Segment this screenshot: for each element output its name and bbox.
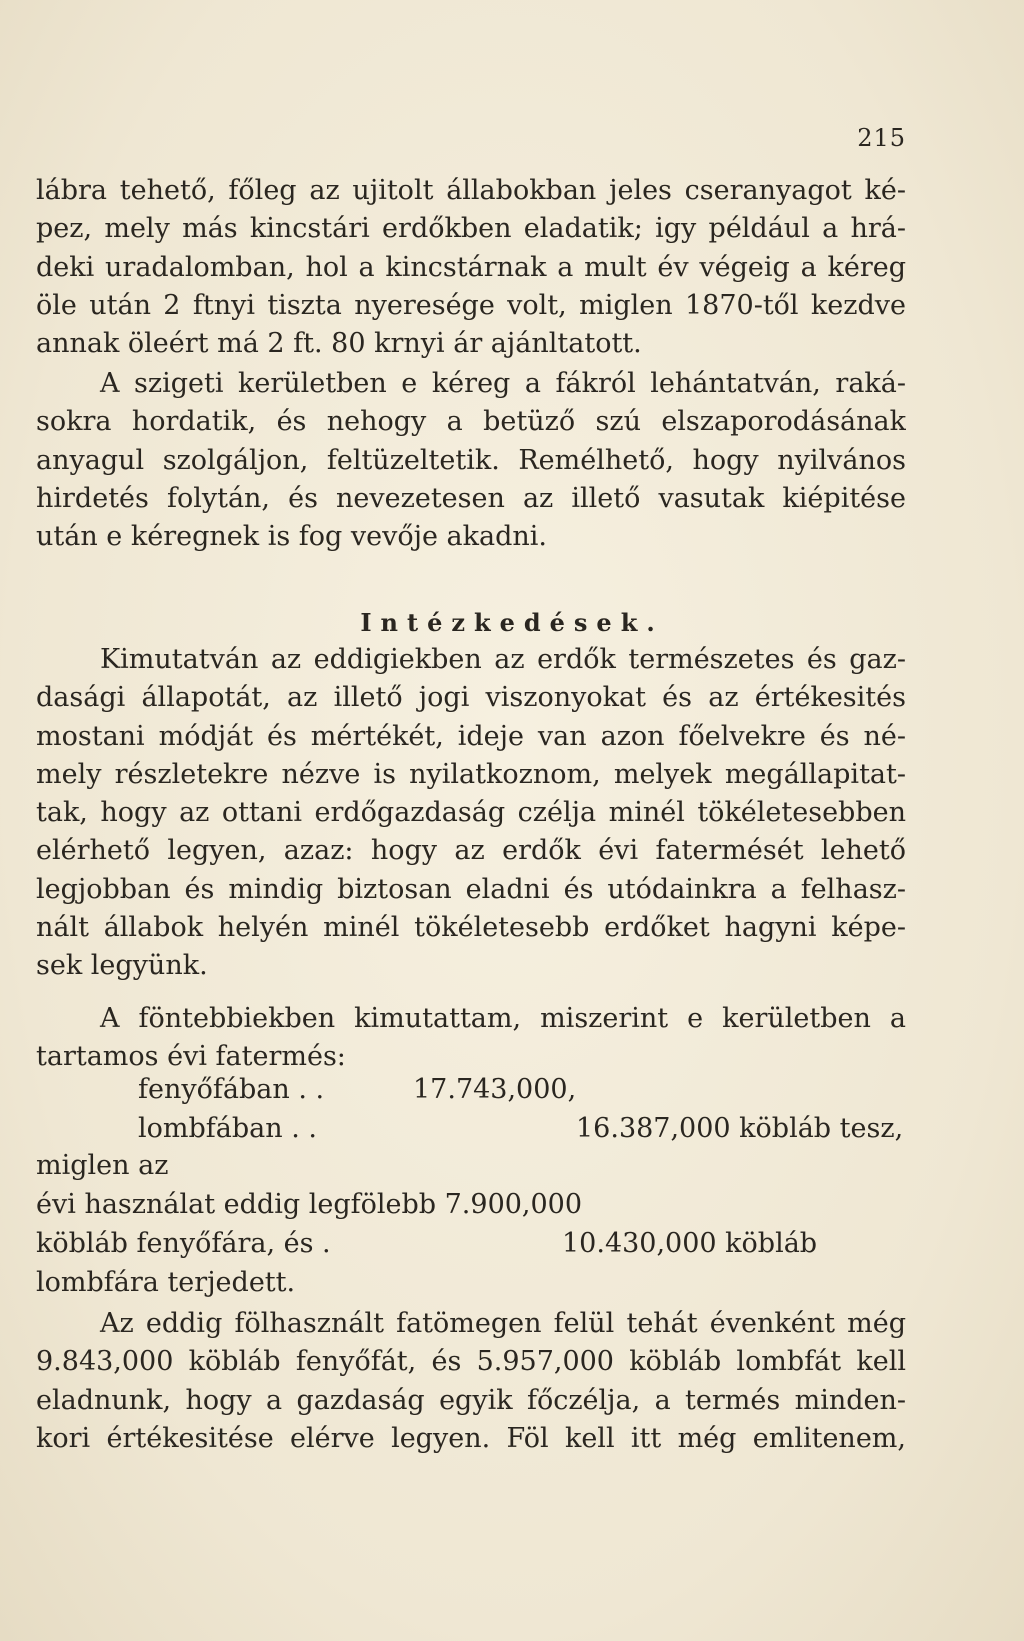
text-line: tartamos évi fatermés:: [36, 1041, 346, 1073]
annual-usage-text: évi használat eddig legfölebb 7.900,000: [36, 1189, 583, 1220]
text-line: lábra tehető, főleg az ujitolt állabokban jeles cseranyagot ké-: [36, 175, 906, 206]
conifer-usage-text: köbláb fenyőfára, és .: [36, 1228, 331, 1259]
text-line: sek legyünk.: [36, 950, 208, 982]
text-line: 9.843,000 köbláb fenyőfát, és 5.957,000 köbláb lombfát kell: [36, 1346, 906, 1378]
text-line: legjobban és mindig biztosan eladni és utódainkra a felhasz-: [36, 873, 906, 905]
text-line: elérhető legyen, azaz: hogy az erdők évi fatermését lehető: [36, 835, 906, 867]
text-line: Az eddig fölhasznált fatömegen felül tehát évenként még: [100, 1308, 906, 1339]
paragraph-3: [36, 641, 906, 986]
paragraph-1: [36, 172, 906, 363]
text-line: öle után 2 ftnyi tiszta nyeresége volt, miglen 1870-től kezdve: [36, 289, 906, 321]
paragraph-2: [36, 365, 906, 556]
pine-yield-value: 17.743,000,: [413, 1074, 577, 1105]
text-line: után e kéregnek is fog vevője akadni.: [36, 521, 547, 553]
text-line: dasági állapotát, az illető jogi viszonyokat és az értékesités: [36, 682, 906, 714]
text-line: nált állabok helyén minél tökéletesebb erdőket hagyni képe-: [36, 912, 906, 944]
text-line: tak, hogy az ottani erdőgazdaság czélja minél tökéletesebben: [36, 797, 906, 829]
while-text: miglen az: [36, 1150, 169, 1181]
text-line: pez, mely más kincstári erdőkben eladatik; igy például a hrá-: [36, 213, 906, 245]
paragraph-4: [36, 1000, 906, 1077]
text-line: anyagul szolgáljon, feltüzeltetik. Remélhető, hogy nyilvános: [36, 444, 906, 476]
text-line: mostani módját és mértékét, ideje van azon főelvekre és né-: [36, 720, 906, 752]
deciduous-extent-text: lombfára terjedett.: [36, 1267, 296, 1298]
deciduous-yield-label: lombfában . .: [138, 1113, 317, 1144]
text-line: A szigeti kerületben e kéreg a fákról lehántatván, raká-: [100, 368, 906, 399]
text-line: Kimutatván az eddigiekben az erdők természetes és gaz-: [100, 644, 906, 675]
conifer-usage-value: 10.430,000 köbláb: [562, 1228, 818, 1259]
pine-yield-label: fenyőfában . .: [138, 1074, 325, 1105]
paragraph-5: [36, 1305, 906, 1458]
page-number: 215: [857, 124, 906, 152]
deciduous-yield-value: 16.387,000 köbláb tesz,: [576, 1113, 904, 1144]
text-line: deki uradalomban, hol a kincstárnak a mult év végeig a kéreg: [36, 251, 906, 283]
text-line: hirdetés folytán, és nevezetesen az illető vasutak kiépitése: [36, 482, 906, 514]
text-line: mely részletekre nézve is nyilatkoznom, melyek megállapitat-: [36, 758, 906, 790]
text-line: A föntebbiekben kimutattam, miszerint e kerületben a: [100, 1003, 906, 1034]
text-line: kori értékesitése elérve legyen. Föl kell itt még emlitenem,: [36, 1422, 906, 1454]
text-line: annak öleért má 2 ft. 80 krnyi ár ajánltatott.: [36, 328, 642, 360]
section-heading: Intézkedések.: [360, 608, 664, 637]
text-line: sokra hordatik, és nehogy a betüző szú elszaporodásának: [36, 406, 906, 438]
text-line: eladnunk, hogy a gazdaság egyik főczélja, a termés minden-: [36, 1384, 906, 1416]
